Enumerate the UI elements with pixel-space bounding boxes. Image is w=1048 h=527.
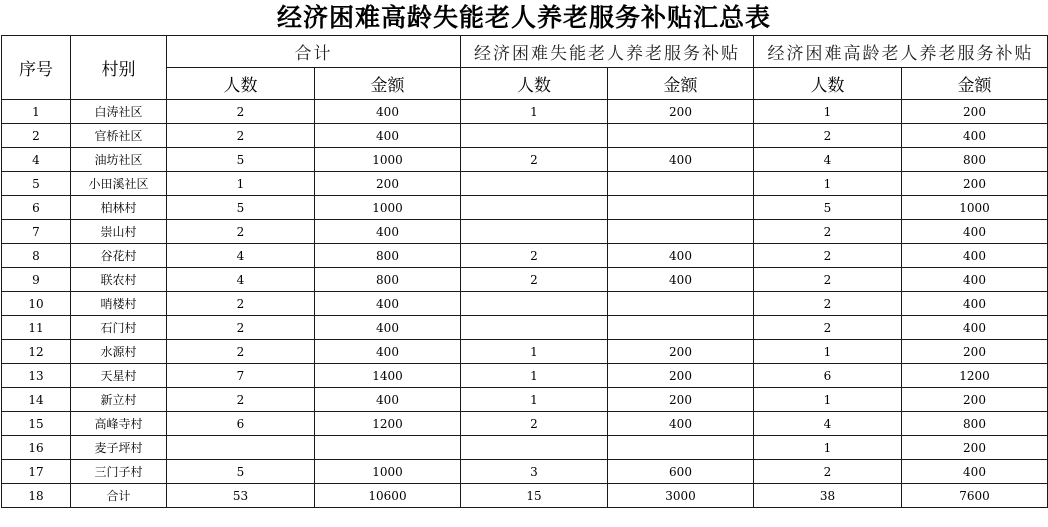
table-row — [2, 244, 1048, 268]
cell-total-count: 2 — [167, 316, 315, 340]
cell-total-count — [167, 436, 315, 460]
cell-elderly-amount: 1000 — [902, 196, 1048, 220]
cell-elderly-count: 4 — [754, 412, 902, 436]
cell-disabled-amount — [608, 196, 754, 220]
cell-total-count: 1 — [167, 172, 315, 196]
cell-elderly-amount: 200 — [902, 388, 1048, 412]
table-row — [2, 268, 1048, 292]
cell-disabled-count: 1 — [461, 388, 608, 412]
cell-village: 联农村 — [71, 268, 167, 292]
cell-elderly-amount: 7600 — [902, 484, 1048, 508]
cell-elderly-amount: 400 — [902, 124, 1048, 148]
cell-seq: 5 — [2, 172, 71, 196]
cell-seq: 6 — [2, 196, 71, 220]
cell-elderly-count: 1 — [754, 340, 902, 364]
cell-total-count: 4 — [167, 244, 315, 268]
table-row — [2, 460, 1048, 484]
cell-total-amount: 10600 — [315, 484, 461, 508]
table-row — [2, 292, 1048, 316]
cell-elderly-count: 2 — [754, 316, 902, 340]
cell-elderly-amount: 400 — [902, 316, 1048, 340]
cell-seq: 1 — [2, 100, 71, 124]
cell-village: 小田溪社区 — [71, 172, 167, 196]
table-row — [2, 196, 1048, 220]
cell-elderly-amount: 200 — [902, 100, 1048, 124]
cell-total-amount: 800 — [315, 268, 461, 292]
cell-disabled-amount — [608, 220, 754, 244]
cell-elderly-count: 2 — [754, 124, 902, 148]
cell-elderly-count: 5 — [754, 196, 902, 220]
table-row — [2, 340, 1048, 364]
cell-disabled-count — [461, 172, 608, 196]
cell-disabled-amount — [608, 124, 754, 148]
cell-village: 哨楼村 — [71, 292, 167, 316]
cell-elderly-amount: 800 — [902, 148, 1048, 172]
cell-total-count: 2 — [167, 124, 315, 148]
cell-seq: 18 — [2, 484, 71, 508]
table-row — [2, 484, 1048, 508]
cell-village: 谷花村 — [71, 244, 167, 268]
cell-disabled-count — [461, 292, 608, 316]
cell-disabled-amount: 600 — [608, 460, 754, 484]
summary-table — [1, 35, 1048, 508]
cell-total-count: 2 — [167, 100, 315, 124]
page-title: 经济困难高龄失能老人养老服务补贴汇总表 — [276, 3, 771, 32]
cell-total-count: 2 — [167, 220, 315, 244]
cell-disabled-count: 15 — [461, 484, 608, 508]
cell-elderly-count: 1 — [754, 436, 902, 460]
cell-elderly-count: 2 — [754, 244, 902, 268]
cell-elderly-count: 1 — [754, 172, 902, 196]
cell-total-amount: 1400 — [315, 364, 461, 388]
header-elderly-amount: 金额 — [902, 68, 1048, 100]
cell-total-amount: 400 — [315, 292, 461, 316]
cell-village: 柏林村 — [71, 196, 167, 220]
cell-disabled-amount: 200 — [608, 340, 754, 364]
cell-elderly-amount: 400 — [902, 460, 1048, 484]
cell-village: 新立村 — [71, 388, 167, 412]
cell-disabled-count: 2 — [461, 148, 608, 172]
cell-elderly-count: 6 — [754, 364, 902, 388]
cell-total-count: 53 — [167, 484, 315, 508]
cell-village: 天星村 — [71, 364, 167, 388]
cell-disabled-count: 3 — [461, 460, 608, 484]
cell-disabled-count — [461, 436, 608, 460]
header-elderly-subsidy: 经济困难高龄老人养老服务补贴 — [754, 36, 1048, 68]
table-row — [2, 100, 1048, 124]
cell-seq: 13 — [2, 364, 71, 388]
header-total-amount: 金额 — [315, 68, 461, 100]
header-total-count: 人数 — [167, 68, 315, 100]
cell-village: 官桥社区 — [71, 124, 167, 148]
cell-elderly-amount: 200 — [902, 172, 1048, 196]
cell-village: 石门村 — [71, 316, 167, 340]
header-elderly-count: 人数 — [754, 68, 902, 100]
cell-disabled-amount: 3000 — [608, 484, 754, 508]
cell-village: 三门子村 — [71, 460, 167, 484]
header-disabled-amount: 金额 — [608, 68, 754, 100]
cell-total-count: 6 — [167, 412, 315, 436]
cell-seq: 4 — [2, 148, 71, 172]
cell-total-amount: 400 — [315, 124, 461, 148]
table-row — [2, 412, 1048, 436]
header-total: 合计 — [167, 36, 461, 68]
cell-disabled-count: 2 — [461, 412, 608, 436]
cell-total-count: 4 — [167, 268, 315, 292]
cell-total-amount: 1000 — [315, 460, 461, 484]
cell-elderly-amount: 400 — [902, 268, 1048, 292]
cell-elderly-amount: 800 — [902, 412, 1048, 436]
cell-seq: 16 — [2, 436, 71, 460]
cell-total-count: 5 — [167, 196, 315, 220]
header-village: 村别 — [71, 36, 167, 100]
cell-elderly-amount: 400 — [902, 220, 1048, 244]
cell-elderly-amount: 400 — [902, 244, 1048, 268]
cell-disabled-count: 1 — [461, 364, 608, 388]
cell-seq: 8 — [2, 244, 71, 268]
cell-disabled-count — [461, 220, 608, 244]
table-row — [2, 172, 1048, 196]
cell-disabled-amount: 200 — [608, 364, 754, 388]
cell-disabled-amount — [608, 436, 754, 460]
header-disabled-count: 人数 — [461, 68, 608, 100]
table-row — [2, 364, 1048, 388]
cell-disabled-amount: 200 — [608, 388, 754, 412]
cell-seq: 14 — [2, 388, 71, 412]
cell-total-count: 2 — [167, 340, 315, 364]
cell-disabled-amount — [608, 316, 754, 340]
cell-disabled-amount: 400 — [608, 412, 754, 436]
table-row — [2, 148, 1048, 172]
cell-elderly-count: 1 — [754, 388, 902, 412]
cell-seq: 2 — [2, 124, 71, 148]
cell-elderly-amount: 200 — [902, 436, 1048, 460]
cell-disabled-amount — [608, 292, 754, 316]
cell-total-amount: 400 — [315, 340, 461, 364]
cell-total-amount: 800 — [315, 244, 461, 268]
table-row — [2, 388, 1048, 412]
cell-elderly-count: 2 — [754, 460, 902, 484]
cell-total-amount: 1000 — [315, 148, 461, 172]
cell-elderly-amount: 400 — [902, 292, 1048, 316]
cell-seq: 10 — [2, 292, 71, 316]
cell-village: 高峰寺村 — [71, 412, 167, 436]
cell-seq: 15 — [2, 412, 71, 436]
header-row-1 — [2, 36, 1048, 68]
cell-village: 崇山村 — [71, 220, 167, 244]
cell-village: 油坊社区 — [71, 148, 167, 172]
cell-disabled-count: 1 — [461, 100, 608, 124]
cell-disabled-count: 2 — [461, 244, 608, 268]
cell-total-count: 5 — [167, 460, 315, 484]
cell-village: 合计 — [71, 484, 167, 508]
cell-seq: 17 — [2, 460, 71, 484]
header-seq: 序号 — [2, 36, 71, 100]
table-row — [2, 436, 1048, 460]
cell-disabled-count: 2 — [461, 268, 608, 292]
cell-disabled-amount: 400 — [608, 268, 754, 292]
table-row — [2, 124, 1048, 148]
cell-total-amount: 400 — [315, 100, 461, 124]
cell-total-count: 5 — [167, 148, 315, 172]
header-disabled-subsidy: 经济困难失能老人养老服务补贴 — [461, 36, 754, 68]
cell-disabled-count — [461, 316, 608, 340]
cell-seq: 7 — [2, 220, 71, 244]
cell-elderly-count: 2 — [754, 268, 902, 292]
cell-total-count: 2 — [167, 388, 315, 412]
cell-elderly-amount: 200 — [902, 340, 1048, 364]
cell-disabled-count — [461, 124, 608, 148]
cell-elderly-count: 2 — [754, 220, 902, 244]
table-row — [2, 220, 1048, 244]
cell-disabled-amount — [608, 172, 754, 196]
cell-disabled-amount: 200 — [608, 100, 754, 124]
cell-total-amount — [315, 436, 461, 460]
cell-village: 白涛社区 — [71, 100, 167, 124]
cell-seq: 9 — [2, 268, 71, 292]
cell-elderly-count: 4 — [754, 148, 902, 172]
cell-total-amount: 1000 — [315, 196, 461, 220]
cell-total-count: 2 — [167, 292, 315, 316]
cell-total-amount: 400 — [315, 220, 461, 244]
cell-total-amount: 400 — [315, 388, 461, 412]
cell-elderly-count: 2 — [754, 292, 902, 316]
cell-total-amount: 400 — [315, 316, 461, 340]
cell-disabled-count: 1 — [461, 340, 608, 364]
table-row — [2, 316, 1048, 340]
cell-disabled-amount: 400 — [608, 244, 754, 268]
cell-seq: 11 — [2, 316, 71, 340]
cell-total-count: 7 — [167, 364, 315, 388]
cell-elderly-count: 38 — [754, 484, 902, 508]
cell-elderly-amount: 1200 — [902, 364, 1048, 388]
cell-village: 麦子坪村 — [71, 436, 167, 460]
cell-elderly-count: 1 — [754, 100, 902, 124]
cell-total-amount: 200 — [315, 172, 461, 196]
cell-seq: 12 — [2, 340, 71, 364]
cell-disabled-amount: 400 — [608, 148, 754, 172]
table-body — [2, 100, 1048, 508]
cell-disabled-count — [461, 196, 608, 220]
cell-village: 水源村 — [71, 340, 167, 364]
cell-total-amount: 1200 — [315, 412, 461, 436]
